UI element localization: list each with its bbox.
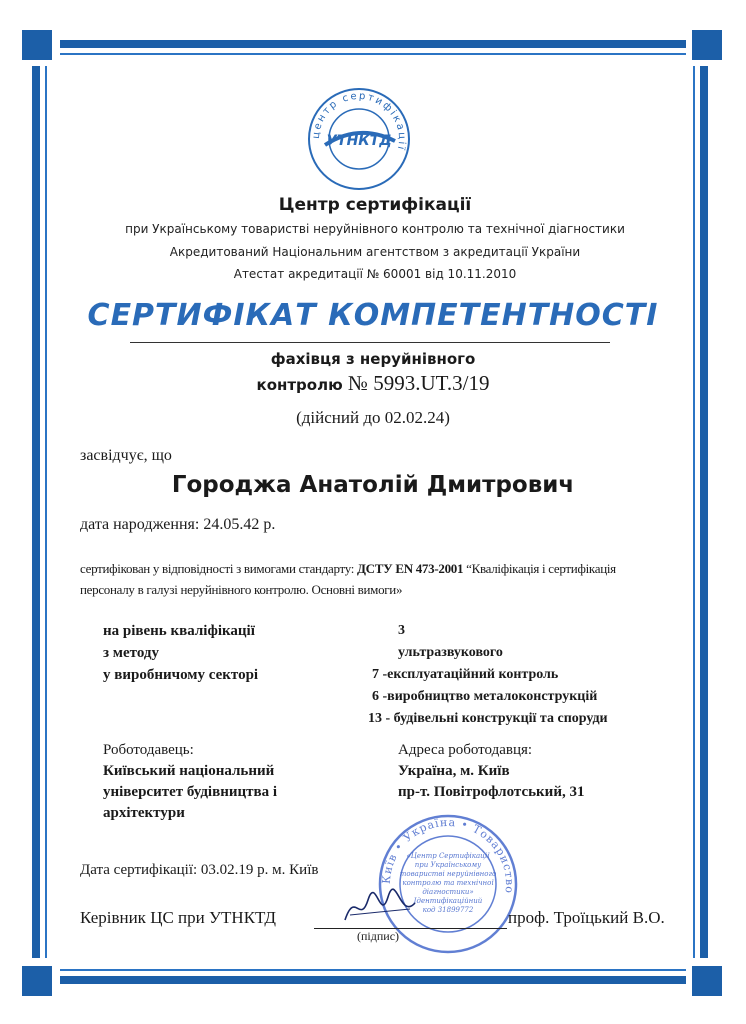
sector-label: у виробничому секторі: [103, 667, 259, 683]
header-line-2: Акредитований Національним агентством з акредитації України: [169, 245, 581, 259]
head-name: проф. Троїцький В.О.: [508, 908, 665, 927]
logo-ring-text: центр сертифікації: [310, 90, 408, 153]
qualification-values: [365, 620, 608, 730]
signature-mark: [340, 885, 420, 930]
standard-rest: “Кваліфікація і сертифікація персоналу в галузі неруйнівного контролю. Основні вимоги»: [80, 561, 616, 597]
header-line-1: при Українському товаристві неруйнівного контролю та технічної діагностики: [125, 222, 625, 236]
utnktd-logo: [305, 85, 413, 193]
frame-right-inner: [693, 66, 695, 958]
level-value: 3: [398, 623, 405, 638]
employer-block: [103, 740, 277, 824]
stamp-line: контролю та технічної: [402, 879, 494, 887]
center-name: Центр сертифікації: [278, 195, 472, 215]
stamp-line: Ідентифікаційний: [413, 897, 483, 905]
frame-top-inner: [60, 53, 686, 55]
specialist-line-2: [100, 371, 646, 396]
level-label: на рівень кваліфікації: [103, 623, 255, 639]
certification-date: Дата сертифікації: 03.02.19 р. м. Київ: [80, 862, 319, 878]
frame-bottom-inner: [60, 969, 686, 971]
method-value: ультразвукового: [398, 645, 503, 660]
stamp-line: товаристві неруйнівного: [399, 870, 497, 878]
frame-top: [60, 40, 686, 48]
stamp-line: діагностики»: [422, 888, 474, 896]
certifies-text: засвідчує, що: [80, 447, 172, 464]
employer-line: Київський національний: [103, 763, 275, 779]
specialist-line-1: фахівця з неруйнівного: [270, 350, 476, 368]
frame-corner-tl: [22, 30, 52, 60]
sector-item: 13 - будівельні конструкції та споруди: [368, 711, 608, 726]
employer-line: університет будівництва і: [103, 784, 278, 800]
head-label: Керівник ЦС при УТНКТД: [80, 908, 276, 927]
stamp-line: «Центр Сертифікації: [406, 852, 490, 860]
standard-text: [80, 558, 660, 600]
frame-right: [700, 66, 708, 958]
frame-left: [32, 66, 40, 958]
employer-line: архітектури: [103, 805, 185, 821]
method-label: з методу: [103, 645, 159, 661]
frame-corner-br: [692, 966, 722, 996]
employer-address-line: пр-т. Повітрофлотський, 31: [398, 784, 585, 800]
employer-address-block: [398, 740, 584, 803]
standard-prefix: сертифікован у відповідності з вимогами стандарту:: [80, 561, 358, 576]
logo-center-text: УТНКТД: [326, 133, 392, 149]
stamp-line: при Українському: [414, 861, 482, 869]
stamp-line: код 31899772: [422, 906, 474, 914]
employer-address-label: Адреса роботодавця:: [398, 742, 533, 758]
frame-bottom: [60, 976, 686, 984]
certificate-number: № 5993.UT.3/19: [347, 371, 490, 395]
employer-address-line: Україна, м. Київ: [398, 763, 510, 779]
header-line-3: Атестат акредитації № 60001 від 10.11.2010: [233, 267, 517, 281]
stamp-ring-text: Київ • Україна • Товариство: [379, 815, 517, 895]
certificate-title: СЕРТИФІКАТ КОМПЕТЕНТНОСТІ: [87, 298, 659, 333]
sector-item: 7 -експлуатаційний контроль: [372, 667, 559, 682]
birth-date: дата народження: 24.05.42 р.: [80, 516, 276, 533]
standard-code: ДСТУ EN 473-2001: [357, 561, 464, 576]
sector-item: 6 -виробництво металоконструкцій: [372, 689, 598, 704]
validity: (дійсний до 02.02.24): [296, 408, 450, 427]
title-rule: [130, 342, 610, 343]
specialist-label: контролю: [256, 376, 343, 394]
holder-name: Городжа Анатолій Дмитрович: [171, 472, 575, 498]
frame-corner-tr: [692, 30, 722, 60]
frame-corner-bl: [22, 966, 52, 996]
qualification-labels: [103, 620, 258, 686]
signature-label: (підпис): [357, 929, 400, 943]
employer-label: Роботодавець:: [103, 742, 194, 758]
frame-left-inner: [45, 66, 47, 958]
